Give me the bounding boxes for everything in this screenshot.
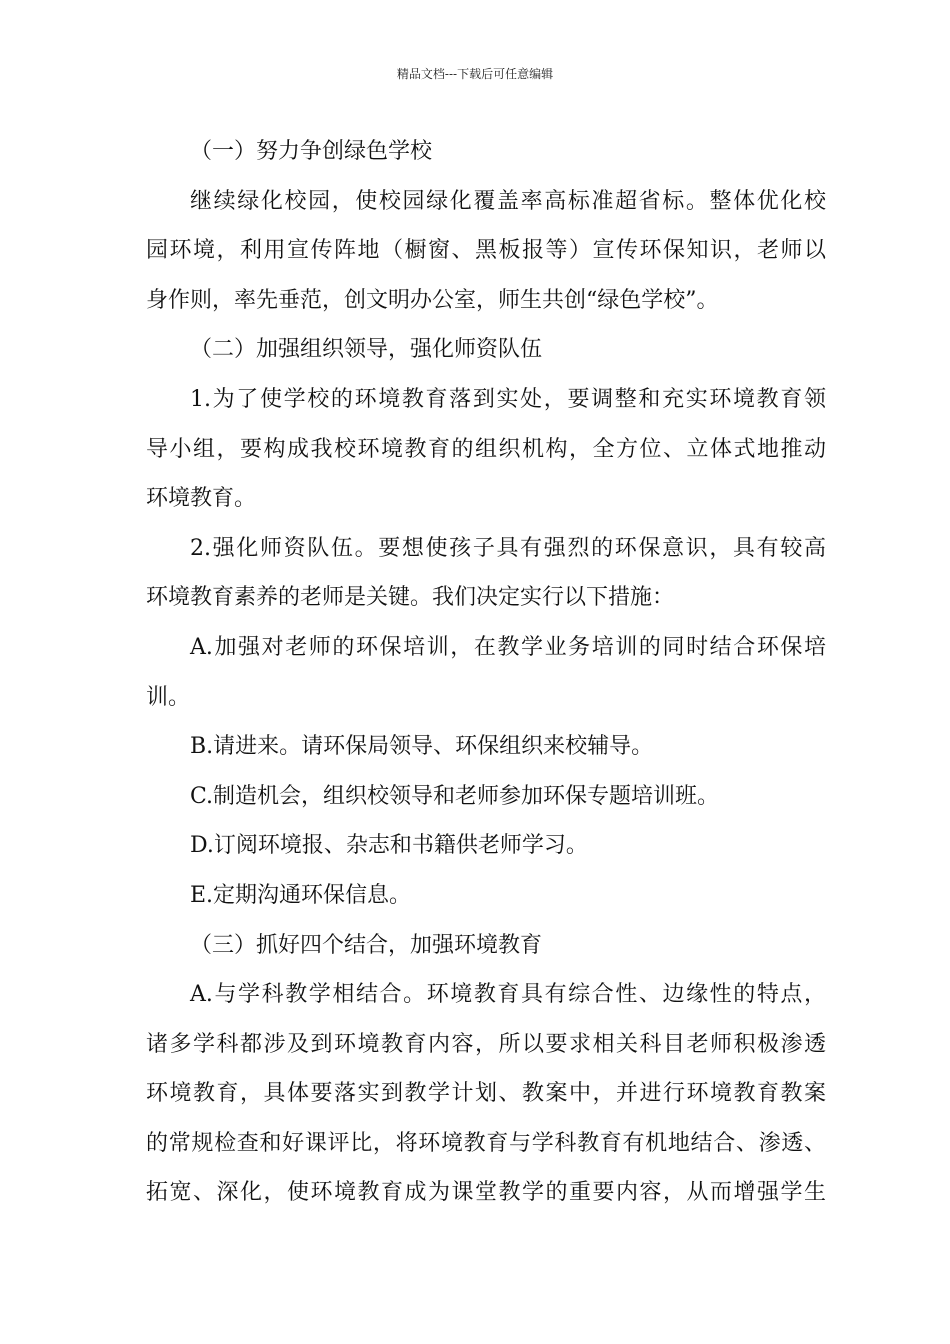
text-line: 拓宽、深化，使环境教育成为课堂教学的重要内容，从而增强学生 [146,1180,826,1206]
text-line: 环境教育素养的老师是关键。我们决定实行以下措施： [146,585,675,611]
page-header: 精品文档---下载后可任意编辑 [396,67,554,81]
text-line: 诸多学科都涉及到环境教育内容，所以要求相关科目老师积极渗透 [146,1031,826,1057]
text-line: 环境教育。 [146,486,257,512]
text-line: （一）努力争创绿色学校 [190,139,433,164]
text-line: 1.为了使学校的环境教育落到实处，要调整和充实环境教育领 [190,386,826,412]
text-line: A.加强对老师的环保培训，在教学业务培训的同时结合环保培 [190,634,826,660]
text-line: 身作则，率先垂范，创文明办公室，师生共创“绿色学校”。 [146,287,719,313]
text-line: A.与学科教学相结合。环境教育具有综合性、边缘性的特点， [190,982,826,1008]
text-line: 园环境，利用宣传阵地（橱窗、黑板报等）宣传环保知识，老师以 [146,238,826,264]
text-line: C.制造机会，组织校领导和老师参加环保专题培训班。 [190,783,720,809]
text-line: 继续绿化校园，使校园绿化覆盖率高标准超省标。整体优化校 [190,188,826,214]
document-body [146,127,826,1218]
text-line: 2.强化师资队伍。要想使孩子具有强烈的环保意识，具有较高 [190,535,826,561]
text-line: 导小组，要构成我校环境教育的组织机构，全方位、立体式地推动 [146,436,826,462]
text-line: B.请进来。请环保局领导、环保组织来校辅导。 [190,734,654,760]
text-line: 的常规检查和好课评比，将环境教育与学科教育有机地结合、渗透、 [146,1130,826,1156]
text-line: 环境教育，具体要落实到教学计划、教案中，并进行环境教育教案 [146,1081,826,1107]
text-line: （三）抓好四个结合，加强环境教育 [190,932,543,958]
text-line: E.定期沟通环保信息。 [190,882,412,908]
text-line: 训。 [146,684,191,710]
text-line: （二）加强组织领导，强化师资队伍 [190,337,543,363]
text-line: D.订阅环境报、杂志和书籍供老师学习。 [190,833,588,859]
